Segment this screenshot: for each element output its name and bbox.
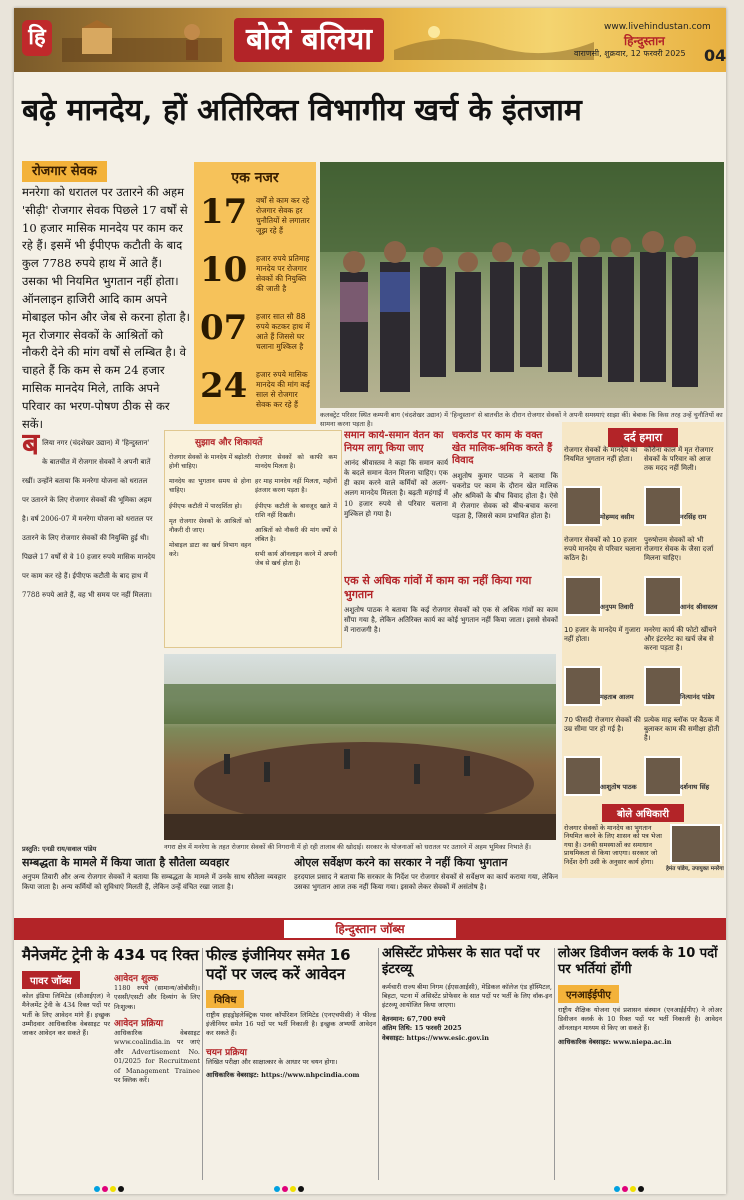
job2-title: फील्ड इंजीनियर समेत 16 पदों पर जल्द करें आवेदन — [206, 946, 351, 983]
lead-tag-label: रोजगार सेवक — [22, 161, 107, 182]
quote-card — [564, 446, 642, 534]
nazar-item — [200, 366, 312, 422]
shikayat-item: हर माह मानदेय नहीं मिलता, महीनों इंतजार करना पड़ता है। — [255, 478, 337, 495]
article-samaan — [344, 430, 448, 570]
quote-text: कोरोना काल में मृत रोजगार सेवकों के परिवार को आज तक मदद नहीं मिली। — [644, 446, 714, 473]
lead-text: मनरेगा को धरातल पर उतारने की अहम 'सीढ़ी' रोजगार सेवक पिछले 17 वर्षों से 10 हजार मासिक मानदेय पर काम कर रहे हैं। इसमें भी ईपीएफ कटौती के बाद कुल 7788 रुपये हाथ में आते हैं। उसका भी नियमित भुगतान नहीं होता। ऑनलाइन हाजिरी आदि काम अपने मोबाइल फोन और जेब से करना होता है। मृत रोजगार सेवकों के आश्रितों को नौकरी देने की मांग वर्षों से लम्बित है। वे चाहते हैं कि कम से कम 24 हजार मासिक मानदेय मिले, ताकि अपने परिवार का भरण-पोषण ठीक से कर सकें। — [22, 185, 190, 431]
adhikari-title: बोले अधिकारी — [602, 804, 684, 822]
article-chakrod — [452, 430, 558, 570]
ek-se-adhik-text: अशुतोष पाठक ने बताया कि कई रोजगार सेवकों को एक से अधिक गांवों का काम सौंपा गया है, लेकिन अतिरिक्त कार्य का कोई भुगतान नहीं किया जाता। इससे सेवकों में नाराजगी है। — [344, 605, 558, 634]
job2-select-head: चयन प्रक्रिया — [206, 1047, 247, 1058]
sujhav-list — [169, 453, 251, 565]
job3-title: असिस्टेंट प्रोफेसर के सात पदों पर इंटरव्यू — [382, 946, 540, 978]
job2-select-text: लिखित परीक्षा और साक्षात्कार के आधार पर चयन होगा। — [206, 1057, 338, 1066]
person-photo — [644, 486, 682, 526]
quote-name: अनुपम तिवारी — [600, 603, 634, 611]
sambaddh-headline: सम्बद्धता के मामले में किया जाता है सौतेला व्यवहार — [22, 856, 230, 869]
nazar-text: वर्षों से काम कर रहे रोजगार सेवक हर चुनौतियों से लगातार जूझ रहे हैं — [256, 196, 310, 236]
nazar-item — [200, 308, 312, 364]
quote-text: रोजगार सेवकों के मानदेय का नियमित भुगतान नहीं होता। — [564, 446, 638, 464]
website-url: www.livehindustan.com — [604, 22, 711, 32]
group-photo — [320, 162, 724, 408]
quote-text: मनरेगा कार्य की फोटो खींचने और इंटरनेट का खर्च जेब से करना पड़ता है। — [644, 626, 717, 653]
job4-tag-label: एनआईईपीए — [558, 985, 619, 1003]
person-photo — [644, 666, 682, 706]
quote-name: महताब आलम — [600, 693, 634, 701]
ek-nazar-title: एक नजर — [231, 170, 279, 186]
person-photo — [644, 756, 682, 796]
column-divider — [378, 948, 379, 1180]
chakrod-text: अशुतोष कुमार पाठक ने बताया कि चकरोड पर काम के दौरान खेत मालिक और श्रमिकों के बीच विवाद होता है। ऐसे में रोजगार सेवक को बीच-बचाव करना पड़ता है, जिससे काम प्रभावित होता है। — [452, 471, 558, 521]
quote-name: दर्शनाथ सिंह — [680, 783, 710, 791]
job1-process-head: आवेदन प्रक्रिया — [114, 1019, 164, 1030]
cyan-dot — [274, 1186, 280, 1192]
sujhav-item: रोजगार सेवकों के मानदेय में बढ़ोतरी होनी चाहिए। — [169, 454, 251, 471]
job1-fee — [114, 971, 200, 1086]
main-headline: बढ़े मानदेय, हों अतिरिक्त विभागीय खर्च के इंतजाम — [22, 93, 582, 128]
black-dot — [118, 1186, 124, 1192]
magenta-dot — [102, 1186, 108, 1192]
quote-text: पुरुषोत्तम सेवकों को भी रोजगार सेवक के जैसा दर्जा मिलना चाहिए। — [644, 536, 714, 563]
job4-title: लोअर डिवीजन क्लर्क के 10 पदों पर भर्तियां होंगी — [558, 946, 718, 978]
masthead-landscape — [394, 20, 594, 60]
person-photo — [564, 576, 602, 616]
page-number: 04 — [704, 46, 726, 65]
quote-card — [644, 446, 722, 534]
job1-fee-head: आवेदन शुल्क — [114, 973, 159, 984]
quote-name: नित्यानंद पांडेय — [680, 693, 715, 701]
job3-site: वेबसाइट: https://www.esic.gov.in — [382, 1033, 489, 1042]
article-obc — [294, 856, 558, 916]
masthead-artwork — [62, 18, 222, 62]
nazar-number: 07 — [200, 308, 248, 348]
nazar-number: 10 — [200, 250, 248, 290]
quote-card — [564, 626, 642, 714]
cyan-dot — [614, 1186, 620, 1192]
job3-salary: वेतनमान: 67,700 रुपये — [382, 1014, 446, 1023]
samaan-headline: समान कार्य-समान वेतन का नियम लागू किया जाए — [344, 430, 444, 454]
nazar-item — [200, 192, 312, 248]
shikayat-item: रोजगार सेवकों को काफी कम मानदेय मिलता है। — [255, 454, 337, 471]
magenta-dot — [282, 1186, 288, 1192]
job1-title: मैनेजमेंट ट्रेनी के 434 पद रिक्त — [22, 946, 199, 964]
job1-text: कोल इंडिया लिमिटेड (सीआईएल) ने मैनेजमेंट ट्रेनी के 434 रिक्त पदों पर भर्ती के लिए आवेदन मांगे हैं। इच्छुक उम्मीदवार आधिकारिक वेबसाइट पर जाकर आवेदन कर सकते हैं। — [22, 991, 110, 1038]
article-ek-se-adhik — [344, 574, 558, 650]
job1-fee-text: 1180 रुपये (सामान्य/ओबीसी)। एससी/एसटी और दिव्यांग के लिए निःशुल्क। — [114, 983, 200, 1011]
newspaper-page — [14, 8, 726, 1194]
cyan-dot — [94, 1186, 100, 1192]
officer-photo — [670, 824, 722, 864]
column-divider — [202, 948, 203, 1180]
body-intro — [22, 430, 156, 640]
pond-photo — [164, 654, 556, 840]
job2-text: राष्ट्रीय हाइड्रोइलेक्ट्रिक पावर कॉर्पोरेशन लिमिटेड (एनएचपीसी) ने फील्ड इंजीनियर समेत 16 पदों पर भर्ती निकाली है। इच्छुक अभ्यर्थी आवेदन कर सकते हैं। — [206, 1010, 376, 1038]
quote-name: आनंद श्रीवास्तव — [680, 603, 718, 611]
sujhav-item: मोबाइल डाटा का खर्च विभाग वहन करे। — [169, 541, 251, 558]
nazar-number: 24 — [200, 366, 248, 406]
quote-card — [564, 536, 642, 624]
magenta-dot — [622, 1186, 628, 1192]
print-color-strip — [14, 1184, 726, 1194]
quote-text: 70 फीसदी रोजगार सेवकों की उम्र सीमा पार हो गई है। — [564, 716, 641, 734]
quote-card — [644, 536, 722, 624]
person-photo — [644, 576, 682, 616]
quote-card — [644, 716, 722, 804]
black-dot — [638, 1186, 644, 1192]
person-photo — [564, 486, 602, 526]
shikayat-list — [255, 453, 337, 574]
brand-name: हिन्दुस्तान — [624, 34, 665, 48]
yellow-dot — [290, 1186, 296, 1192]
quote-name: मोहम्मद वसीम — [600, 513, 635, 521]
adhikari-text: रोजगार सेवकों के मानदेय का भुगतान नियमित करने के लिए शासन को पत्र भेजा गया है। उनकी समस्याओं का समाधान प्राथमिकता से किया जाएगा। सरकार जो निर्देश देगी उसी के अनुसार कार्य होगा। — [564, 824, 662, 866]
shikayat-item: ईपीएफ कटौती के बावजूद खाते में राशि नहीं दिखती। — [255, 502, 337, 519]
dard-hamara-box — [562, 422, 724, 878]
column-divider — [554, 948, 555, 1180]
sujhav-item: मृत रोजगार सेवकों के आश्रितों को नौकरी दी जाए। — [169, 517, 251, 534]
byline: प्रस्तुति: एनडी राय/सवाल पांडेय — [22, 845, 97, 853]
quote-card — [564, 716, 642, 804]
quote-name: नरसिंह राम — [680, 513, 707, 521]
job3-text: कर्मचारी राज्य बीमा निगम (ईएसआईसी), मेडिकल कॉलेज एंड हॉस्पिटल, बिहटा, पटना में असिस्टेंट प्रोफेसर के सात पदों पर भर्ती के लिए वॉक-इन इंटरव्यू आयोजित किया जाएगा। — [382, 982, 552, 1010]
photo2-caption: नगरा क्षेत्र में मनरेगा के तहत रोजगार सेवकों की निगरानी में हो रही तालाब की खोदाई। सरकार के योजनाओं को धरातल पर उतारने में अहम भूमिका निभाते हैं। — [164, 843, 531, 851]
job4-text: राष्ट्रीय शैक्षिक योजना एवं प्रशासन संस्थान (एनआईईपीए) ने लोअर डिवीजन क्लर्क के 10 रिक्त पदों पर भर्ती निकाली है। आवेदन ऑनलाइन माध्यम से किए जा सकते हैं। — [558, 1005, 722, 1033]
samaan-text: आनंद श्रीवास्तव ने कहा कि समान कार्य के बदले समान वेतन मिलना चाहिए। एक ही काम करने वाले कर्मियों को अलग-अलग मानदेय मिलता है। बढ़ती महंगाई में 10 हजार रुपये से परिवार चलाना मुश्किल हो गया है। — [344, 459, 448, 518]
drop-cap: ब — [22, 430, 40, 462]
shikayat-item: आश्रितों को नौकरी की मांग वर्षों से लंबित है। — [255, 526, 337, 543]
job4-site: आधिकारिक वेबसाइट: www.niepa.ac.in — [558, 1037, 672, 1046]
yellow-dot — [630, 1186, 636, 1192]
sambaddh-text: अनुपम तिवारी और अन्य रोजगार सेवकों ने बताया कि सम्बद्धता के मामले में उनके साथ सौतेला व्यवहार किया जाता है। अन्य कर्मियों को सुविधाएं मिलती हैं, लेकिन उन्हें वंचित रखा जाता है। — [22, 872, 286, 891]
job3-date: अंतिम तिथि: 15 फरवरी 2025 — [382, 1024, 462, 1033]
nazar-text: हजार रुपये मासिक मानदेय की मांग कई साल से रोजगार सेवक कर रहे हैं — [256, 370, 310, 410]
jobs-section-title: हिन्दुस्तान जॉब्स — [284, 920, 456, 938]
quote-card — [644, 626, 722, 714]
body-intro-text: लिया नगर (चंदशेखर उद्यान) में 'हिन्दुस्तान' के बातचीत में रोजगार सेवकों ने अपनी बातें रखीं। उन्होंने बताया कि मनरेगा योजना को धरातल पर उतारने के लिए रोजगार सेवकों की भूमिका अहम है। वर्ष 2006-07 में मनरेगा योजना को धरातल पर उतारने के लिए रोजगार सेवकों की नियुक्ति हुई थी। पिछले 17 वर्षों से वे 10 हजार रुपये मासिक मानदेय पर काम कर रहे हैं। ईपीएफ कटौती के बाद हाथ में 7788 रुपये आते हैं, वह भी समय पर नहीं मिलता। — [22, 439, 156, 599]
quote-text: प्रत्येक माह ब्लॉक पर बैठक में बुलाकर काम की समीक्षा होती है। — [644, 716, 720, 743]
person-photo — [564, 756, 602, 796]
dateline: वाराणसी, शुक्रवार, 12 फरवरी 2025 — [574, 49, 686, 58]
sujhav-title: सुझाव और शिकायतें — [195, 438, 263, 448]
sujhav-box — [164, 430, 342, 648]
shikayat-item: सभी कार्य ऑनलाइन करने में अपनी जेब से खर्च होता है। — [255, 551, 337, 568]
job-col-1 — [22, 946, 200, 1186]
job1-process-text: आधिकारिक वेबसाइट www.coalindia.in पर जाएं और Advertisement No. 01/2025 for Recruitment of Management Trainee पर क्लिक करें। — [114, 1029, 200, 1085]
job-col-4 — [558, 946, 722, 1186]
obc-headline: ओएल सर्वेक्षण करने का सरकार ने नहीं किया भुगतान — [294, 856, 508, 869]
quote-text: रोजगार सेवकों को 10 हजार रुपये मानदेय से परिवार चलाना कठिन है। — [564, 536, 642, 563]
nazar-text: हजार रुपये प्रतिमाह मानदेय पर रोजगार सेवकों की नियुक्ति की जाती है — [256, 254, 310, 294]
job2-tag-label: विविध — [206, 990, 244, 1008]
obc-text: हरदयाल प्रसाद ने बताया कि सरकार के निर्देश पर रोजगार सेवकों से सर्वेक्षण का कार्य कराया गया, लेकिन उसका भुगतान आज तक नहीं किया गया। इसको लेकर सेवकों में असंतोष है। — [294, 872, 558, 891]
photo1-caption: कलक्ट्रेट परिसर स्थित कम्पनी बाग (चंदशेखर उद्यान) में 'हिन्दुस्तान' से बातचीत के दौरान रोजगार सेवकों ने अपनी समस्याएं साझा कीं। बेबाक कि किस तरह उन्हें चुनौतियों का सामना करना पड़ता है। — [320, 411, 723, 428]
job1-tag-label: पावर जॉब्स — [22, 971, 80, 989]
job-col-2 — [206, 946, 376, 1186]
nazar-number: 17 — [200, 192, 248, 232]
sujhav-item: मानदेय का भुगतान समय से होना चाहिए। — [169, 478, 251, 495]
job2-tag — [206, 988, 376, 1008]
nazar-text: हजार सात सौ 88 रुपये कटकर हाथ में आते हैं जिससे घर चलाना मुश्किल है — [256, 312, 310, 352]
yellow-dot — [110, 1186, 116, 1192]
article-sambaddh — [22, 856, 286, 916]
ek-se-adhik-headline: एक से अधिक गांवों में काम का नहीं किया गया भुगतान — [344, 574, 532, 601]
job-col-3 — [382, 946, 552, 1186]
job4-tag — [558, 983, 722, 1003]
job2-site: आधिकारिक वेबसाइट: https://www.nhpcindia.com — [206, 1071, 360, 1080]
dard-title: दर्द हमारा — [608, 428, 678, 447]
quote-name: आशुतोष पाठक — [600, 783, 637, 791]
sujhav-item: ईपीएफ कटौती में पारदर्शिता हो। — [169, 502, 242, 510]
lead-tag — [22, 160, 107, 179]
ek-nazar-box — [194, 162, 316, 424]
quote-text: 10 हजार के मानदेय में गुजारा नहीं होता। — [564, 626, 641, 644]
hindustan-logo: हि — [22, 20, 52, 56]
adhikari-name: हेमंत पांडेय, उपायुक्त मनरेगा — [666, 866, 724, 872]
person-photo — [564, 666, 602, 706]
black-dot — [298, 1186, 304, 1192]
banner-title: बोले बलिया — [234, 18, 384, 62]
nazar-item — [200, 250, 312, 306]
chakrod-headline: चकरोड पर काम के वक्त खेत मालिक-श्रमिक करते हैं विवाद — [452, 430, 553, 466]
